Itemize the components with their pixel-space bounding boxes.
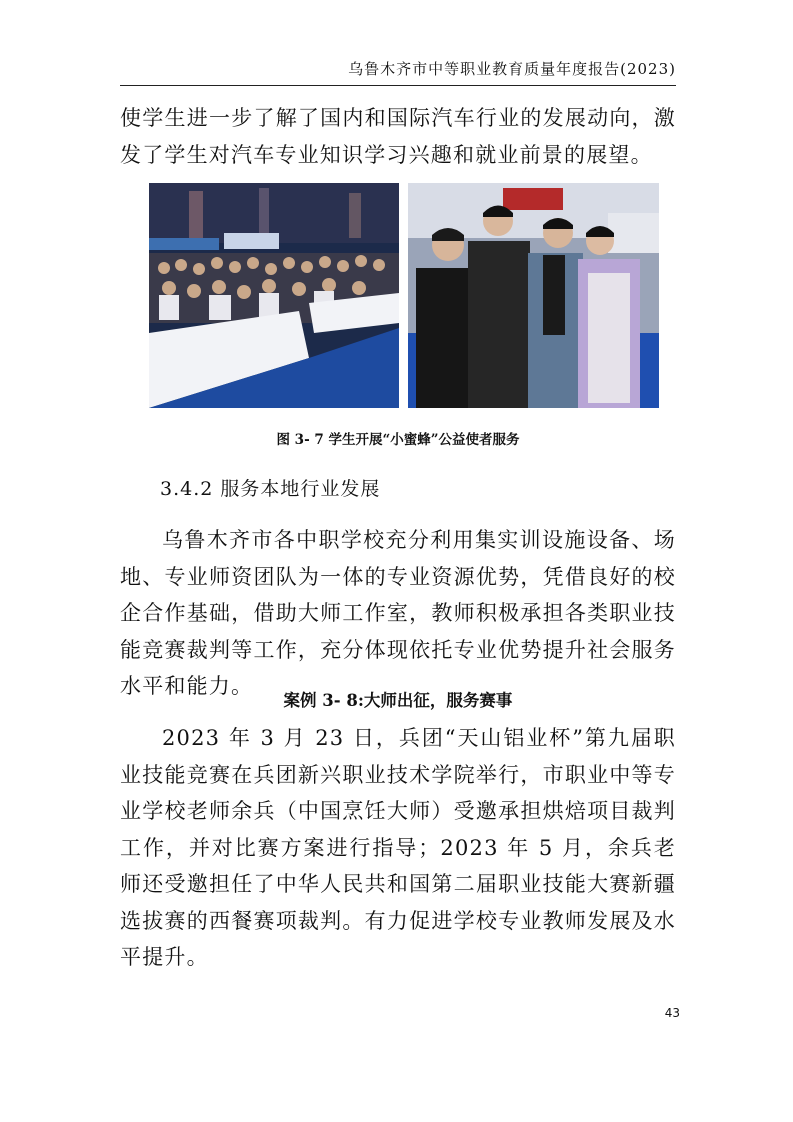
intro-paragraph: 使学生进一步了解了国内和国际汽车行业的发展动向，激发了学生对汽车专业知识学习兴趣和就业前景的展望。 bbox=[120, 106, 676, 167]
case-title: 案例 3- 8:大师出征，服务赛事 bbox=[283, 691, 513, 710]
running-header: 乌鲁木齐市中等职业教育质量年度报告(2023) bbox=[120, 58, 676, 86]
section-heading: 3.4.2 服务本地行业发展 bbox=[160, 478, 381, 500]
case-paragraph: 2023 年 3 月 23 日，兵团“天山铝业杯”第九届职业技能竞赛在兵团新兴职业技术学院举行，市职业中等专业学校老师余兵（中国烹饪大师）受邀承担烘焙项目裁判工作，并对比赛方案进行指导；2023 年 5 月，余兵老师还受邀担任了中华人民共和国第二届职业技能大赛新疆选拔赛的西餐赛项裁判。有力促进学校专业教师发展及水平提升。 bbox=[120, 726, 676, 969]
section-paragraph: 乌鲁木齐市各中职学校充分利用集实训设施设备、场地、专业师资团队为一体的专业资源优势，凭借良好的校企合作基础，借助大师工作室，教师积极承担各类职业技能竞赛裁判等工作，充分体现依托专业优势提升社会服务水平和能力。 bbox=[120, 528, 676, 698]
exhibition-audience-photo bbox=[149, 183, 399, 408]
students-volunteers-photo bbox=[408, 183, 659, 408]
figure-caption: 图 3- 7 学生开展“小蜜蜂”公益使者服务 bbox=[276, 432, 520, 448]
page-number: 43 bbox=[664, 1006, 680, 1020]
